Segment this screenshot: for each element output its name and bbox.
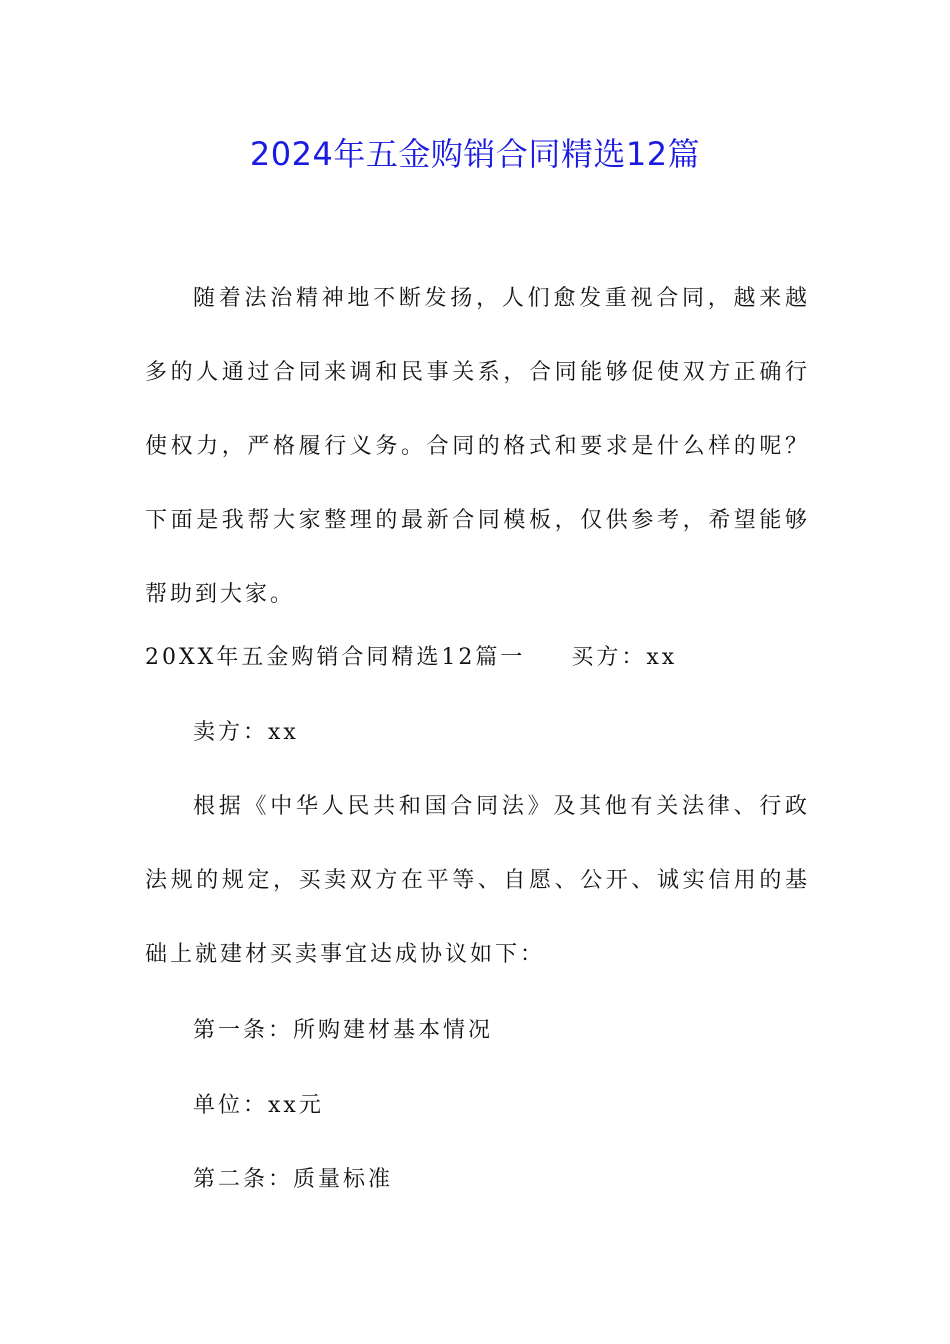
legal-basis-paragraph: 根据《中华人民共和国合同法》及其他有关法律、行政法规的规定，买卖双方在平等、自愿、公开、诚实信用的基础上就建材买卖事宜达成协议如下： bbox=[145, 794, 810, 967]
document-title: 2024年五金购销合同精选12篇 bbox=[249, 135, 701, 173]
article-2-heading: 第二条：质量标准 bbox=[193, 1167, 394, 1192]
section-heading-line bbox=[145, 638, 810, 678]
seller-line: 卖方：xx bbox=[193, 720, 299, 745]
unit-line: 单位：xx元 bbox=[193, 1093, 324, 1118]
intro-paragraph: 随着法治精神地不断发扬，人们愈发重视合同，越来越多的人通过合同来调和民事关系，合同能够促使双方正确行使权力，严格履行义务。合同的格式和要求是什么样的呢？下面是我帮大家整理的最新合同模板，仅供参考，希望能够帮助到大家。 bbox=[145, 286, 810, 607]
article-1-heading: 第一条：所购建材基本情况 bbox=[193, 1018, 494, 1043]
buyer-line: 买方：xx bbox=[571, 645, 678, 670]
section-heading: 20XX年五金购销合同精选12篇一 bbox=[145, 645, 526, 670]
